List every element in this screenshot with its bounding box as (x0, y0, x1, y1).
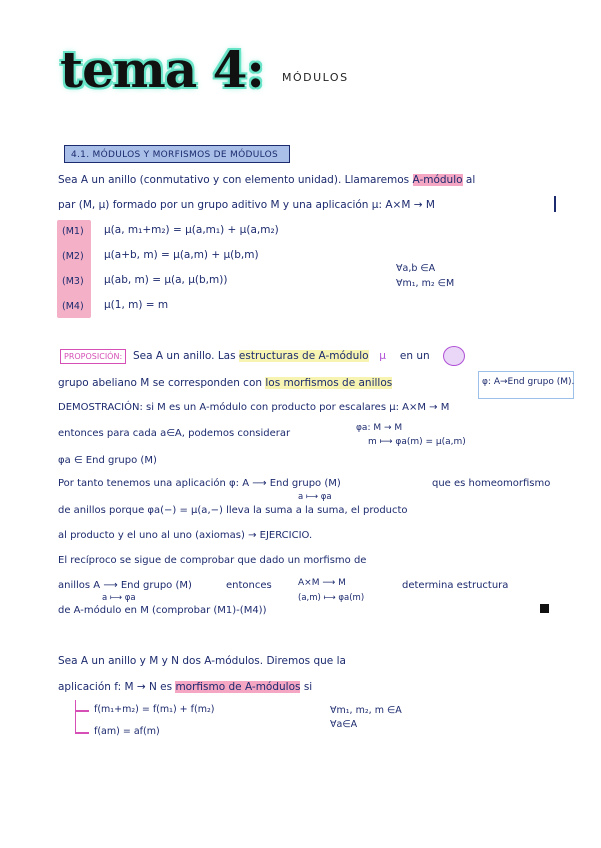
proof-line: DEMOSTRACIÓN: si M es un A-módulo con producto por escalares μ: A×M → M (58, 402, 450, 413)
proof-line: entonces para cada a∈A, podemos considerar (58, 428, 291, 439)
morphism-quantifier: ∀m₁, m₂, m ∈A (330, 705, 402, 716)
proof-map: φa: M → M (356, 423, 403, 433)
definition-text: Sea A un anillo (conmutativo y con elemento unidad). Llamaremos (58, 174, 413, 186)
branch-line (75, 700, 76, 733)
axiom-label: (M1) (62, 226, 84, 237)
morphism-quantifier: ∀a∈A (330, 719, 358, 730)
morphism-condition: f(am) = af(m) (94, 726, 160, 737)
highlight-morfismo-modulos: morfismo de A-módulos (175, 681, 301, 693)
proof-map: (a,m) ⟼ φa(m) (298, 593, 365, 603)
highlight-morfismos: los morfismos de anillos (265, 377, 393, 389)
mu-circle-mark (443, 346, 465, 366)
axiom-text: μ(1, m) = m (104, 299, 169, 311)
proof-map: a ⟼ φa (298, 492, 332, 502)
axiom-text: μ(a+b, m) = μ(a,m) + μ(b,m) (104, 249, 259, 261)
morphism-text: si (300, 681, 313, 693)
proof-line: anillos A ⟶ End grupo (M) (58, 580, 192, 591)
phi-map: φ: A→End grupo (M). (482, 377, 575, 387)
highlight-a-modulo: A-módulo (412, 174, 463, 186)
branch-tick (75, 732, 89, 734)
quantifier: ∀m₁, m₂ ∈M (396, 278, 455, 289)
axiom-label: (M3) (62, 276, 84, 287)
morphism-line-2 (58, 681, 312, 693)
proof-line: φa ∈ End grupo (M) (58, 455, 157, 466)
page-subtitle: MÓDULOS (282, 71, 349, 84)
definition-text: al (462, 174, 476, 186)
proof-line: de A-módulo en M (comprobar (M1)-(M4)) (58, 605, 267, 616)
page-title: tema 4: (60, 40, 264, 99)
axiom-text: μ(ab, m) = μ(a, μ(b,m)) (104, 274, 228, 286)
proposition-text: Sea A un anillo. Las (133, 350, 239, 362)
proof-line: entonces (226, 580, 272, 591)
proof-line: que es homeomorfismo (432, 478, 551, 489)
definition-line-1 (58, 174, 475, 186)
proof-line: El recíproco se sigue de comprobar que dado un morfismo de (58, 555, 367, 566)
mu-symbol: μ (379, 350, 386, 362)
proof-map: A×M ⟶ M (298, 578, 346, 588)
proposition-tag: PROPOSICIÓN: (60, 349, 126, 364)
proof-line: al producto y el uno al uno (axiomas) → EJERCICIO. (58, 530, 313, 541)
proof-map: a ⟼ φa (102, 593, 136, 603)
highlight-estructuras: estructuras de A-módulo (238, 350, 369, 362)
axiom-label: (M2) (62, 251, 84, 262)
quantifier: ∀a,b ∈A (396, 263, 436, 274)
morphism-text: aplicación f: M → N es (58, 681, 176, 693)
axiom-label: (M4) (62, 301, 84, 312)
proof-line: de anillos porque φa(−) = μ(a,−) lleva la suma a la suma, el producto (58, 505, 408, 516)
proof-map: m ⟼ φa(m) = μ(a,m) (368, 437, 466, 447)
definition-line-2: par (M, μ) formado por un grupo aditivo M y una aplicación μ: A×M → M (58, 199, 435, 211)
branch-tick (75, 710, 89, 712)
proof-line: Por tanto tenemos una aplicación φ: A ⟶ End grupo (M) (58, 478, 341, 489)
proof-line: determina estructura (402, 580, 509, 591)
proposition-text: en un (396, 350, 430, 362)
proposition-line-1 (133, 350, 430, 362)
proposition-line-2 (58, 377, 392, 389)
qed-square (540, 604, 549, 613)
section-heading: 4.1. MÓDULOS Y MORFISMOS DE MÓDULOS (64, 145, 290, 163)
proposition-text: grupo abeliano M se corresponden con (58, 377, 266, 389)
margin-mark (554, 196, 556, 212)
morphism-line-1: Sea A un anillo y M y N dos A-módulos. Diremos que la (58, 655, 346, 667)
morphism-condition: f(m₁+m₂) = f(m₁) + f(m₂) (94, 704, 215, 715)
axiom-text: μ(a, m₁+m₂) = μ(a,m₁) + μ(a,m₂) (104, 224, 279, 236)
